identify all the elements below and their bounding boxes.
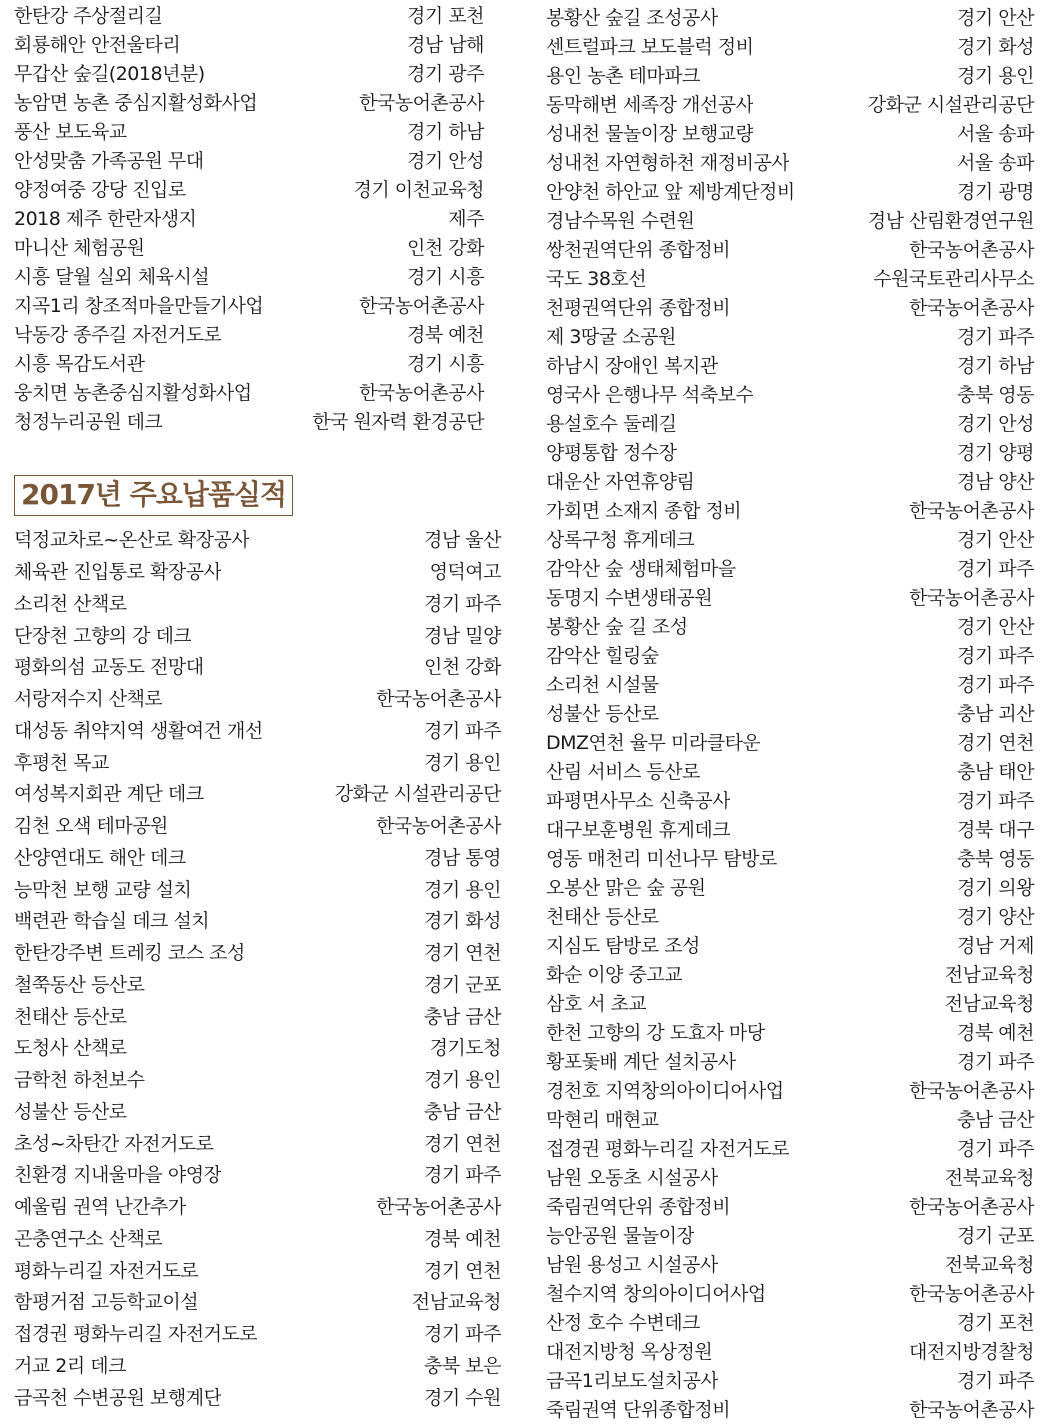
- list-item: [546, 1104, 1034, 1133]
- project-location: 한국농어촌공사: [376, 815, 501, 838]
- project-location: 경북 예천: [424, 1227, 501, 1250]
- list-item: [546, 582, 1034, 611]
- project-location: 한국농어촌공사: [909, 297, 1034, 319]
- project-location: 경기 파주: [424, 1164, 501, 1187]
- project-name: 서랑저수지 산책로: [14, 688, 163, 711]
- project-location: 제주: [448, 208, 484, 230]
- project-name: 청정누리공원 데크: [14, 411, 163, 433]
- list-item: [14, 1253, 501, 1285]
- project-location: 경기 파주: [957, 1370, 1034, 1392]
- project-location: 경기 용인: [424, 751, 501, 774]
- project-name: 한탄강 주상절리길: [14, 5, 163, 27]
- project-location: 경기 연천: [957, 732, 1034, 754]
- project-name: DMZ연천 율무 미라클타운: [546, 732, 761, 754]
- project-name: 회룡해안 안전울타리: [14, 34, 181, 56]
- list-item: [14, 174, 484, 203]
- list-item: [546, 756, 1034, 785]
- project-name: 동명지 수변생태공원: [546, 587, 713, 609]
- section-title: 2017년 주요납품실적: [14, 475, 293, 516]
- project-location: 인천 강화: [424, 656, 501, 679]
- project-name: 능막천 보행 교량 설치: [14, 878, 192, 901]
- list-item: [546, 1307, 1034, 1336]
- list-item: [546, 1075, 1034, 1104]
- project-name: 거교 2리 데크: [14, 1354, 126, 1377]
- list-item: [546, 2, 1034, 31]
- project-location: 경기 포천: [957, 1312, 1034, 1334]
- list-item: [14, 714, 501, 746]
- list-item: [14, 1190, 501, 1222]
- list-item: [14, 1095, 501, 1127]
- list-item: [14, 1063, 501, 1095]
- project-name: 영국사 은행나무 석축보수: [546, 384, 754, 406]
- list-item: [14, 377, 484, 406]
- list-item: [14, 203, 484, 232]
- project-location: 경남 거제: [957, 935, 1034, 957]
- project-location: 경기 파주: [957, 1051, 1034, 1073]
- list-item: [546, 1191, 1034, 1220]
- project-location: 경기 용인: [424, 1069, 501, 1092]
- list-item: [14, 904, 501, 936]
- list-item: [14, 1222, 501, 1254]
- project-name: 성내천 자연형하천 재정비공사: [546, 152, 790, 174]
- project-location: 서울 송파: [957, 152, 1034, 174]
- list-item: [546, 437, 1034, 466]
- project-location: 경기 포천: [407, 5, 484, 27]
- project-name: 산림 서비스 등산로: [546, 761, 700, 783]
- list-item: [546, 31, 1034, 60]
- project-location: 한국농어촌공사: [909, 239, 1034, 261]
- project-name: 함평거점 고등학교이설: [14, 1291, 199, 1314]
- list-item: [14, 290, 484, 319]
- project-location: 한국농어촌공사: [376, 1196, 501, 1219]
- list-item: [546, 1278, 1034, 1307]
- project-name: 지곡1리 창조적마을만들기사업: [14, 295, 264, 317]
- project-location: 경기 군포: [424, 973, 501, 996]
- list-item: [14, 319, 484, 348]
- project-name: 금학천 하천보수: [14, 1069, 145, 1092]
- project-location: 충북 보은: [424, 1354, 501, 1377]
- project-name: 평화누리길 자전거도로: [14, 1259, 199, 1282]
- project-name: 한천 고향의 강 도효자 마당: [546, 1022, 765, 1044]
- project-name: 제 3땅굴 소공원: [546, 326, 676, 348]
- list-item: [14, 841, 501, 873]
- project-name: 남원 오동초 시설공사: [546, 1167, 718, 1189]
- project-location: 충남 금산: [424, 1005, 501, 1028]
- list-item: [546, 89, 1034, 118]
- list-item: [546, 205, 1034, 234]
- project-location: 경기 파주: [957, 790, 1034, 812]
- project-name: 곤충연구소 산책로: [14, 1227, 163, 1250]
- project-location: 경기 의왕: [957, 877, 1034, 899]
- project-location: 경기 시흥: [407, 266, 484, 288]
- project-name: 동막해변 세족장 개선공사: [546, 94, 754, 116]
- list-item: [546, 959, 1034, 988]
- project-name: 철수지역 창의아이디어사업: [546, 1283, 766, 1305]
- list-item: [546, 118, 1034, 147]
- list-item: [14, 618, 501, 650]
- list-item: [546, 495, 1034, 524]
- project-name: 예울림 권역 난간추가: [14, 1196, 186, 1219]
- project-location: 경기 수원: [424, 1386, 501, 1409]
- project-location: 한국농어촌공사: [359, 295, 484, 317]
- project-location: 경기 파주: [424, 719, 501, 742]
- project-location: 경기 안성: [407, 150, 484, 172]
- project-name: 웅치면 농촌중심지활성화사업: [14, 382, 252, 404]
- project-location: 경기 안산: [957, 529, 1034, 551]
- project-location: 한국농어촌공사: [909, 1196, 1034, 1218]
- list-item: [14, 650, 501, 682]
- project-name: 풍산 보도육교: [14, 121, 127, 143]
- project-name: 금곡천 수변공원 보행계단: [14, 1386, 222, 1409]
- project-location: 충남 금산: [957, 1109, 1034, 1131]
- list-item: [546, 872, 1034, 901]
- list-item: [546, 1394, 1034, 1423]
- project-location: 경기 파주: [424, 1323, 501, 1346]
- list-item: [14, 936, 501, 968]
- list-item: [546, 930, 1034, 959]
- project-name: 소리천 시설물: [546, 674, 659, 696]
- project-location: 경기 연천: [424, 1132, 501, 1155]
- list-item: [14, 555, 501, 587]
- list-item: [14, 1285, 501, 1317]
- project-location: 경기 연천: [424, 1259, 501, 1282]
- project-name: 시흥 목감도서관: [14, 353, 145, 375]
- project-location: 경기 광명: [957, 181, 1034, 203]
- project-name: 경남수목원 수련원: [546, 210, 695, 232]
- project-location: 경남 남해: [407, 34, 484, 56]
- list-item: [14, 348, 484, 377]
- project-name: 대구보훈병원 휴게데크: [546, 819, 731, 841]
- list-item: [546, 60, 1034, 89]
- list-item: [546, 1133, 1034, 1162]
- project-name: 낙동강 종주길 자전거도로: [14, 324, 222, 346]
- project-name: 성불산 등산로: [14, 1100, 127, 1123]
- project-name: 영동 매천리 미선나무 탐방로: [546, 848, 777, 870]
- project-location: 충남 괴산: [957, 703, 1034, 725]
- section-header: [14, 475, 501, 523]
- project-location: 충북 영동: [957, 848, 1034, 870]
- project-name: 금곡1리보도설치공사: [546, 1370, 719, 1392]
- list-item: [546, 1162, 1034, 1191]
- list-item: [546, 640, 1034, 669]
- list-item: [14, 87, 484, 116]
- list-item: [14, 809, 501, 841]
- list-item: [546, 843, 1034, 872]
- project-location: 인천 강화: [407, 237, 484, 259]
- project-name: 봉황산 숲 길 조성: [546, 616, 688, 638]
- project-name: 성내천 물놀이장 보행교량: [546, 123, 754, 145]
- project-name: 단장천 고향의 강 데크: [14, 624, 192, 647]
- project-location: 한국 원자력 환경공단: [312, 411, 484, 433]
- project-location: 한국농어촌공사: [909, 587, 1034, 609]
- list-item: [546, 379, 1034, 408]
- project-name: 덕정교차로~온산로 확장공사: [14, 529, 250, 552]
- project-location: 한국농어촌공사: [909, 1080, 1034, 1102]
- project-list-right: [546, 2, 1034, 1423]
- project-name: 마니산 체험공원: [14, 237, 145, 259]
- list-item: [14, 587, 501, 619]
- project-name: 후평천 목교: [14, 751, 109, 774]
- project-name: 감악산 숲 생태체험마을: [546, 558, 736, 580]
- project-name: 철쭉동산 등산로: [14, 973, 145, 996]
- list-item: [14, 1380, 501, 1412]
- list-item: [546, 1249, 1034, 1278]
- project-name: 성불산 등산로: [546, 703, 659, 725]
- project-name: 용인 농촌 테마파크: [546, 65, 700, 87]
- project-location: 경북 예천: [407, 324, 484, 346]
- list-item: [546, 350, 1034, 379]
- project-name: 상록구청 휴게데크: [546, 529, 695, 551]
- project-name: 산양연대도 해안 데크: [14, 846, 186, 869]
- project-name: 양정여중 강당 진입로: [14, 179, 186, 201]
- project-location: 경기 안산: [957, 7, 1034, 29]
- list-item: [14, 145, 484, 174]
- list-item: [14, 1126, 501, 1158]
- list-item: [546, 1017, 1034, 1046]
- project-location: 경기 안성: [957, 413, 1034, 435]
- list-item: [546, 669, 1034, 698]
- project-location: 한국농어촌공사: [909, 1283, 1034, 1305]
- project-name: 하남시 장애인 복지관: [546, 355, 718, 377]
- list-item: [546, 698, 1034, 727]
- project-location: 충남 태안: [957, 761, 1034, 783]
- project-name: 센트럴파크 보도블럭 정비: [546, 36, 754, 58]
- project-name: 소리천 산책로: [14, 592, 127, 615]
- project-location: 전북교육청: [944, 1254, 1034, 1276]
- project-name: 경천호 지역창의아이디어사업: [546, 1080, 784, 1102]
- project-name: 능안공원 물놀이장: [546, 1225, 695, 1247]
- project-name: 대전지방청 옥상정원: [546, 1341, 713, 1363]
- project-name: 죽림권역 단위종합정비: [546, 1399, 731, 1421]
- list-item: [14, 58, 484, 87]
- project-name: 파평면사무소 신축공사: [546, 790, 731, 812]
- project-name: 지심도 탐방로 조성: [546, 935, 700, 957]
- project-location: 한국농어촌공사: [359, 92, 484, 114]
- list-item: [546, 147, 1034, 176]
- list-item: [14, 261, 484, 290]
- project-location: 경기 파주: [957, 1138, 1034, 1160]
- project-name: 김천 오색 테마공원: [14, 815, 168, 838]
- list-item: [546, 814, 1034, 843]
- right-column: [546, 2, 1034, 1423]
- project-location: 경기 파주: [957, 558, 1034, 580]
- project-location: 경기 안산: [957, 616, 1034, 638]
- project-name: 평화의섬 교동도 전망대: [14, 656, 204, 679]
- list-item: [14, 523, 501, 555]
- list-item: [14, 1349, 501, 1381]
- project-name: 산정 호수 수변데크: [546, 1312, 700, 1334]
- project-location: 전남교육청: [944, 964, 1034, 986]
- project-location: 경기 파주: [957, 674, 1034, 696]
- project-location: 전남교육청: [944, 993, 1034, 1015]
- project-location: 한국농어촌공사: [909, 500, 1034, 522]
- project-location: 전남교육청: [411, 1291, 501, 1314]
- project-location: 경기 화성: [957, 36, 1034, 58]
- list-item: [14, 1158, 501, 1190]
- project-name: 황포돛배 계단 설치공사: [546, 1051, 736, 1073]
- project-location: 경기 이천교육청: [353, 179, 484, 201]
- list-item: [14, 29, 484, 58]
- project-location: 서울 송파: [957, 123, 1034, 145]
- project-name: 쌍천권역단위 종합정비: [546, 239, 731, 261]
- list-item: [546, 263, 1034, 292]
- list-item: [546, 553, 1034, 582]
- list-item: [546, 466, 1034, 495]
- project-name: 초성~차탄간 자전거도로: [14, 1132, 214, 1155]
- project-name: 2018 제주 한란자생지: [14, 208, 197, 230]
- project-location: 경기 화성: [424, 910, 501, 933]
- project-location: 경기 용인: [424, 878, 501, 901]
- project-location: 한국농어촌공사: [359, 382, 484, 404]
- project-name: 여성복지회관 계단 데크: [14, 783, 204, 806]
- project-location: 전북교육청: [944, 1167, 1034, 1189]
- list-item: [546, 988, 1034, 1017]
- project-location: 경남 밀양: [424, 624, 501, 647]
- project-name: 무갑산 숲길(2018년분): [14, 63, 205, 85]
- list-item: [14, 777, 501, 809]
- list-item: [14, 745, 501, 777]
- project-location: 경기 파주: [424, 592, 501, 615]
- project-location: 한국농어촌공사: [376, 688, 501, 711]
- project-name: 대성동 취약지역 생활여건 개선: [14, 719, 263, 742]
- project-location: 강화군 시설관리공단: [867, 94, 1034, 116]
- project-location: 충북 영동: [957, 384, 1034, 406]
- list-item: [546, 1220, 1034, 1249]
- project-name: 봉황산 숲길 조성공사: [546, 7, 718, 29]
- section-2017: [14, 475, 501, 1412]
- project-name: 천태산 등산로: [14, 1005, 127, 1028]
- project-location: 경기 파주: [957, 645, 1034, 667]
- list-item: [14, 0, 484, 29]
- project-name: 오봉산 맑은 숲 공원: [546, 877, 706, 899]
- project-name: 안양천 하안교 앞 제방계단정비: [546, 181, 795, 203]
- project-location: 경기 파주: [957, 326, 1034, 348]
- project-location: 경남 산림환경연구원: [867, 210, 1034, 232]
- project-location: 영덕여고: [429, 561, 501, 584]
- project-location: 수원국토관리사무소: [873, 268, 1034, 290]
- project-name: 접경권 평화누리길 자전거도로: [14, 1323, 258, 1346]
- list-item: [14, 968, 501, 1000]
- project-name: 가회면 소재지 종합 정비: [546, 500, 742, 522]
- project-name: 백련관 학습실 데크 설치: [14, 910, 210, 933]
- project-location: 충남 금산: [424, 1100, 501, 1123]
- list-item: [14, 682, 501, 714]
- list-item: [546, 292, 1034, 321]
- project-location: 경기 연천: [424, 942, 501, 965]
- list-item: [546, 1336, 1034, 1365]
- project-location: 경기 양평: [957, 442, 1034, 464]
- list-item: [14, 1317, 501, 1349]
- list-item: [14, 1031, 501, 1063]
- project-location: 경기 광주: [407, 63, 484, 85]
- project-name: 한탄강주변 트레킹 코스 조성: [14, 942, 245, 965]
- project-name: 천평권역단위 종합정비: [546, 297, 731, 319]
- project-name: 안성맞춤 가족공원 무대: [14, 150, 204, 172]
- list-item: [546, 524, 1034, 553]
- list-item: [14, 232, 484, 261]
- project-location: 경기 군포: [957, 1225, 1034, 1247]
- project-name: 친환경 지내울마을 야영장: [14, 1164, 222, 1187]
- project-name: 죽림권역단위 종합정비: [546, 1196, 731, 1218]
- project-list-2018: [14, 0, 484, 435]
- project-location: 경북 예천: [957, 1022, 1034, 1044]
- project-name: 대운산 자연휴양림: [546, 471, 695, 493]
- list-item: [546, 785, 1034, 814]
- project-location: 경기도청: [429, 1037, 501, 1060]
- project-location: 경남 통영: [424, 846, 501, 869]
- project-location: 강화군 시설관리공단: [334, 783, 501, 806]
- project-name: 용설호수 둘레길: [546, 413, 677, 435]
- project-name: 농암면 농촌 중심지활성화사업: [14, 92, 258, 114]
- project-location: 대전지방경찰청: [909, 1341, 1034, 1363]
- project-name: 접경권 평화누리길 자전거도로: [546, 1138, 790, 1160]
- project-location: 경남 울산: [424, 529, 501, 552]
- project-name: 체육관 진입통로 확장공사: [14, 561, 222, 584]
- project-location: 경기 양산: [957, 906, 1034, 928]
- list-item: [546, 611, 1034, 640]
- list-item: [14, 406, 484, 435]
- project-name: 도청사 산책로: [14, 1037, 127, 1060]
- list-item: [546, 1046, 1034, 1075]
- list-item: [546, 727, 1034, 756]
- project-name: 감악산 힐링숲: [546, 645, 659, 667]
- list-item: [546, 1365, 1034, 1394]
- project-location: 한국농어촌공사: [909, 1399, 1034, 1421]
- project-location: 경기 시흥: [407, 353, 484, 375]
- list-item: [14, 999, 501, 1031]
- project-location: 경기 용인: [957, 65, 1034, 87]
- project-location: 경북 대구: [957, 819, 1034, 841]
- list-item: [546, 234, 1034, 263]
- list-item: [546, 408, 1034, 437]
- project-name: 화순 이양 중고교: [546, 964, 683, 986]
- project-name: 시흥 달월 실외 체육시설: [14, 266, 210, 288]
- project-location: 경기 하남: [407, 121, 484, 143]
- project-name: 양평통합 정수장: [546, 442, 677, 464]
- project-name: 천태산 등산로: [546, 906, 659, 928]
- left-column: [14, 0, 501, 1412]
- project-list-2017: [14, 523, 501, 1412]
- project-name: 남원 용성고 시설공사: [546, 1254, 718, 1276]
- list-item: [546, 901, 1034, 930]
- list-item: [546, 321, 1034, 350]
- list-item: [546, 176, 1034, 205]
- project-location: 경남 양산: [957, 471, 1034, 493]
- list-item: [14, 116, 484, 145]
- project-name: 삼호 서 초교: [546, 993, 647, 1015]
- project-location: 경기 하남: [957, 355, 1034, 377]
- project-name: 막현리 매현교: [546, 1109, 659, 1131]
- project-name: 국도 38호선: [546, 268, 647, 290]
- list-item: [14, 872, 501, 904]
